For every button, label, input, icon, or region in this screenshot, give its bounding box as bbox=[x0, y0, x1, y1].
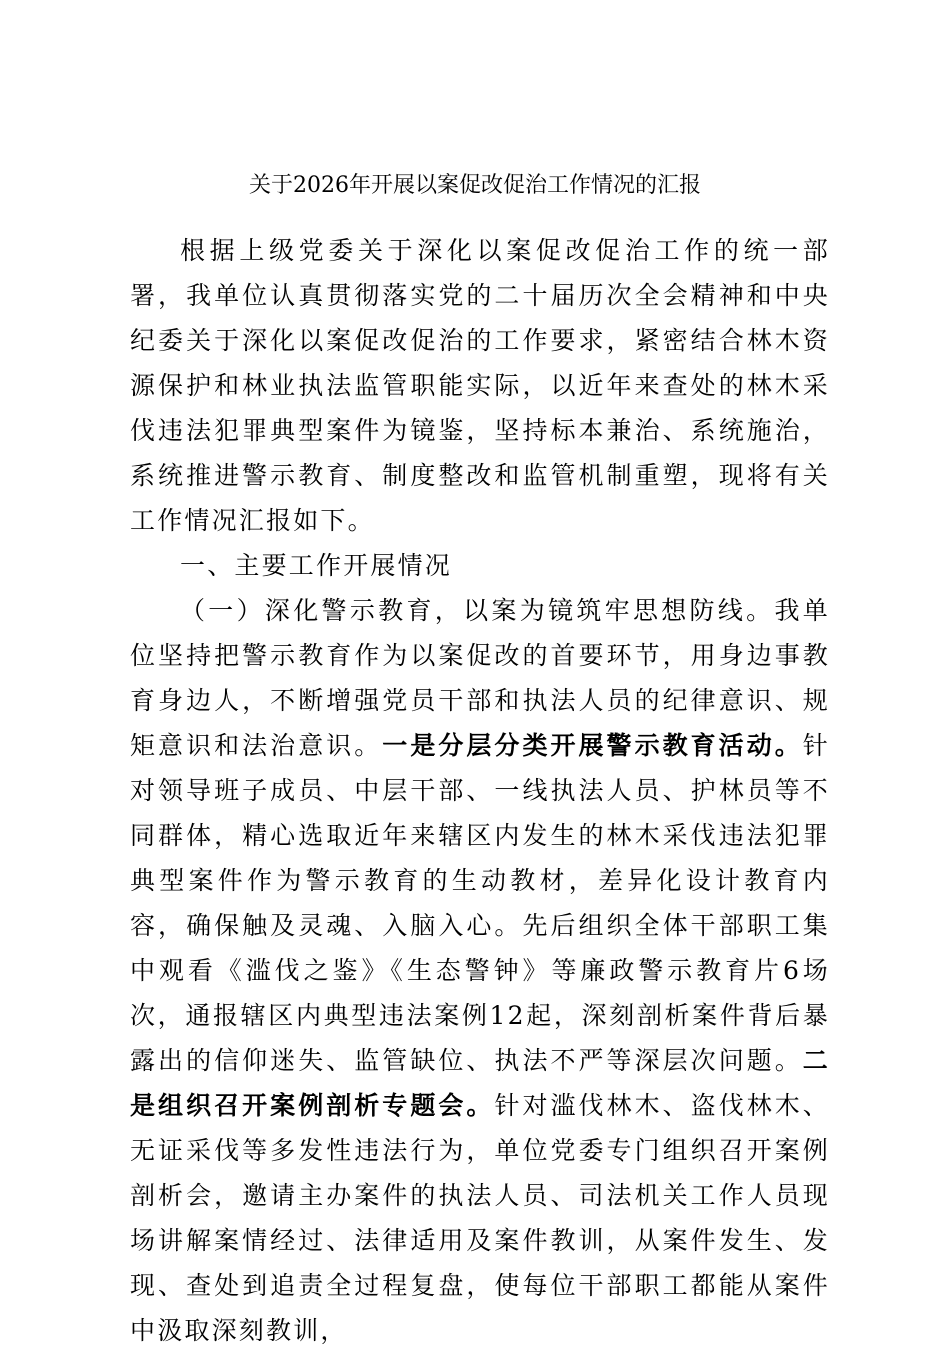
point2-title: 二是组织召开案例剖析专题会。 bbox=[130, 1046, 830, 1120]
document-body bbox=[130, 228, 830, 1353]
intro-paragraph: 根据上级党委关于深化以案促改促治工作的统一部署，我单位认真贯彻落实党的二十届历次全会精神和中央纪委关于深化以案促改促治的工作要求，紧密结合林木资源保护和林业执法监管职能实际，以近年来查处的林木采伐违法犯罪典型案件为镜鉴，坚持标本兼治、系统施治，系统推进警示教育、制度整改和监管机制重塑，现将有关工作情况汇报如下。 bbox=[130, 236, 830, 535]
document-title: 关于2026年开展以案促改促治工作情况的汇报 bbox=[249, 173, 701, 198]
subsection-paragraph bbox=[130, 588, 830, 1353]
subsection-lead: （一）深化警示教育，以案为镜筑牢思想防线。我单位坚持把警示教育作为以案促改的首要环节，用身边事教育身边人，不断增强党员干部和执法人员的纪律意识、规矩意识和法治意识。 bbox=[130, 596, 830, 760]
section-heading: 一、主要工作开展情况 bbox=[180, 551, 453, 580]
point2-text: 针对滥伐林木、盗伐林木、无证采伐等多发性违法行为，单位党委专门组织召开案例剖析会，邀请主办案件的执法人员、司法机关工作人员现场讲解案情经过、法律适用及案件教训，从案件发生、发现、查处到追责全过程复盘，使每位干部职工都能从案件中汲取深刻教训， bbox=[130, 1091, 830, 1345]
point1-title: 一是分层分类开展警示教育活动。 bbox=[382, 731, 803, 760]
point1-text: 针对领导班子成员、中层干部、一线执法人员、护林员等不同群体，精心选取近年来辖区内发生的林木采伐违法犯罪典型案件作为警示教育的生动教材，差异化设计教育内容，确保触及灵魂、入脑入心。先后组织全体干部职工集中观看《滥伐之鉴》《生态警钟》等廉政警示教育片6场次，通报辖区内典型违法案例12起，深刻剖析案件背后暴露出的信仰迷失、监管缺位、执法不严等深层次问题。 bbox=[130, 731, 830, 1075]
